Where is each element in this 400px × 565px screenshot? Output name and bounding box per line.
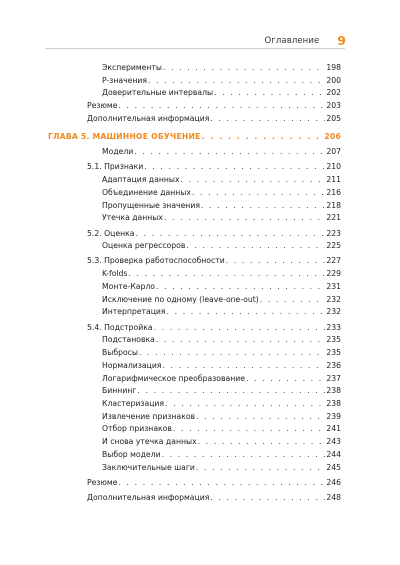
toc-entry-page: 232 [326,294,341,304]
toc-entry [87,161,341,174]
toc-leader-dots [173,423,325,436]
toc-entry-page: 235 [326,335,341,345]
toc-leader-dots [137,385,325,398]
toc-leader-dots [154,322,326,335]
toc-entry-page: 241 [326,424,341,434]
toc-entry-page: 238 [326,386,341,396]
toc-entry [102,398,341,411]
toc-entry-page: 238 [326,399,341,408]
toc-leader-dots [202,131,324,144]
toc-entry-page: 235 [326,348,341,358]
toc-entry-title: 5.1. Признаки [87,162,144,172]
toc-entry [102,268,341,281]
toc-entry-page: 202 [326,88,341,98]
toc-leader-dots [156,281,325,294]
toc-entry [102,281,341,294]
toc-entry [87,113,341,126]
toc-entry-page: 225 [326,241,341,251]
toc-leader-dots [163,62,325,75]
toc-leader-dots [196,462,325,475]
toc-entry-page: 227 [326,256,341,266]
toc-entry-page: 236 [326,360,341,370]
toc-leader-dots [226,255,326,268]
toc-leader-dots [260,294,326,307]
toc-entry [102,75,341,88]
toc-entry [102,334,341,347]
toc-leader-dots [156,334,325,347]
toc-entry-page: 198 [326,63,341,72]
toc-entry [102,449,341,462]
toc-leader-dots [134,146,325,159]
toc-leader-dots [139,347,325,360]
toc-entry-title: Дополнительная информация [87,113,210,123]
toc-entry [102,62,341,75]
toc-entry-title: Отбор признаков [102,424,172,434]
toc-entry [102,212,341,225]
toc-entry-title: K-folds [102,269,128,279]
toc-leader-dots [136,228,326,241]
toc-entry-page: 232 [326,307,341,317]
toc-leader-dots [196,411,325,424]
toc-entry-title: Биннинг [102,386,137,396]
toc-leader-dots [198,436,326,449]
toc-chapter-entry [48,131,341,144]
toc-entry-page: 203 [326,101,341,110]
toc-entry-title: 5.3. Проверка работоспособности [87,256,225,266]
toc-entry-title: Пропущенные значения [102,200,200,210]
toc-leader-dots [210,113,325,126]
toc-entry-title: Монте-Карло [102,282,156,291]
toc-entry-page: 231 [326,282,341,291]
toc-leader-dots [118,100,325,113]
toc-entry-title: Дополнительная информация [87,493,210,502]
toc-entry-page: 223 [326,228,341,238]
toc-leader-dots [148,75,325,88]
toc-entry-page: 243 [326,437,341,447]
toc-entry-title: Интерпретация [102,307,166,317]
toc-leader-dots [128,268,325,281]
toc-leader-dots [118,477,325,490]
toc-entry-page: 233 [326,322,341,332]
toc-entry-page: 205 [326,113,341,123]
toc-entry-title: 5.2. Оценка [87,228,135,238]
toc-entry-title: Исключение по одному (leave-one-out) [102,294,259,304]
toc-entry-title: Выбор модели [102,449,161,459]
toc-entry [87,492,341,505]
toc-entry [87,477,341,490]
toc-leader-dots [186,240,325,253]
toc-leader-dots [181,174,326,187]
toc-entry-page: 210 [326,162,341,172]
toc-entry-title: Утечка данных [102,213,163,223]
toc-entry [87,100,341,113]
toc-entry-page: 239 [326,411,341,421]
running-title: Оглавление [264,35,320,46]
header-divider [45,48,345,49]
toc-entry [102,411,341,424]
toc-entry-title: ГЛАВА 5. МАШИННОЕ ОБУЧЕНИЕ [48,132,201,142]
toc-entry-page: 246 [326,477,341,487]
page-header [265,33,346,48]
toc-leader-dots [165,398,325,411]
toc-entry-title: Подстановка [102,335,155,345]
toc-entry-page: 206 [324,132,341,142]
toc-leader-dots [246,373,325,386]
toc-entry-title: Логарифмическое преобразование [102,373,245,383]
toc-entry [87,322,341,335]
toc-entry-page: 207 [326,147,341,157]
toc-entry-title: Выбросы [102,348,138,358]
toc-leader-dots [214,87,325,100]
toc-leader-dots [144,161,325,174]
toc-leader-dots [192,187,325,200]
toc-leader-dots [201,200,325,213]
toc-entry-page: 211 [326,175,341,185]
toc-entry [102,462,341,475]
toc-entry-title: Резюме [87,101,118,110]
toc-entry-title: 5.4. Подстройка [87,322,153,332]
toc-entry-title: Нормализация [102,360,162,370]
toc-entry-title: Извлечение признаков [102,411,196,421]
toc-entry [102,360,341,373]
page-number: 9 [337,33,346,48]
toc-entry [102,200,341,213]
toc-entry-title: Доверительные интервалы [102,88,214,98]
toc-entry [102,436,341,449]
toc-entry-title: Объединение данных [102,187,191,197]
toc-entry-page: 216 [326,187,341,197]
toc-leader-dots [162,360,325,373]
toc-entry [87,228,341,241]
toc-entry-page: 218 [326,200,341,210]
toc-entry-page: 244 [326,449,341,459]
toc-entry [102,373,341,386]
toc-entry [102,294,341,307]
toc-entry-title: Модели [102,147,134,157]
toc-entry-page: 245 [326,462,341,472]
toc-entry [102,174,341,187]
toc-entry-title: Адаптация данных [102,175,180,185]
toc-leader-dots [167,306,326,319]
toc-entry [102,87,341,100]
toc-entry-page: 221 [326,213,341,223]
toc-entry-page: 200 [326,75,341,85]
toc-entry [102,385,341,398]
toc-entry [102,146,341,159]
toc-entry [102,240,341,253]
toc-entry [87,255,341,268]
toc-entry-title: И снова утечка данных [102,437,197,447]
toc-entry-title: Резюме [87,477,118,487]
toc-entry [102,306,341,319]
toc-leader-dots [162,449,326,462]
toc-entry [102,187,341,200]
toc-entry-page: 237 [326,373,341,383]
toc-leader-dots [164,212,325,225]
toc-entry-page: 229 [326,269,341,279]
toc-entry-title: P-значения [102,75,147,85]
toc-entry [102,347,341,360]
toc-entry-page: 248 [326,493,341,502]
toc-entry-title: Оценка регрессоров [102,241,186,251]
toc-entry-title: Эксперименты [102,63,162,72]
toc-entry-title: Заключительные шаги [102,462,195,472]
toc-entry-title: Кластеризация [102,399,165,408]
toc-entry [102,423,341,436]
toc-leader-dots [210,492,325,505]
